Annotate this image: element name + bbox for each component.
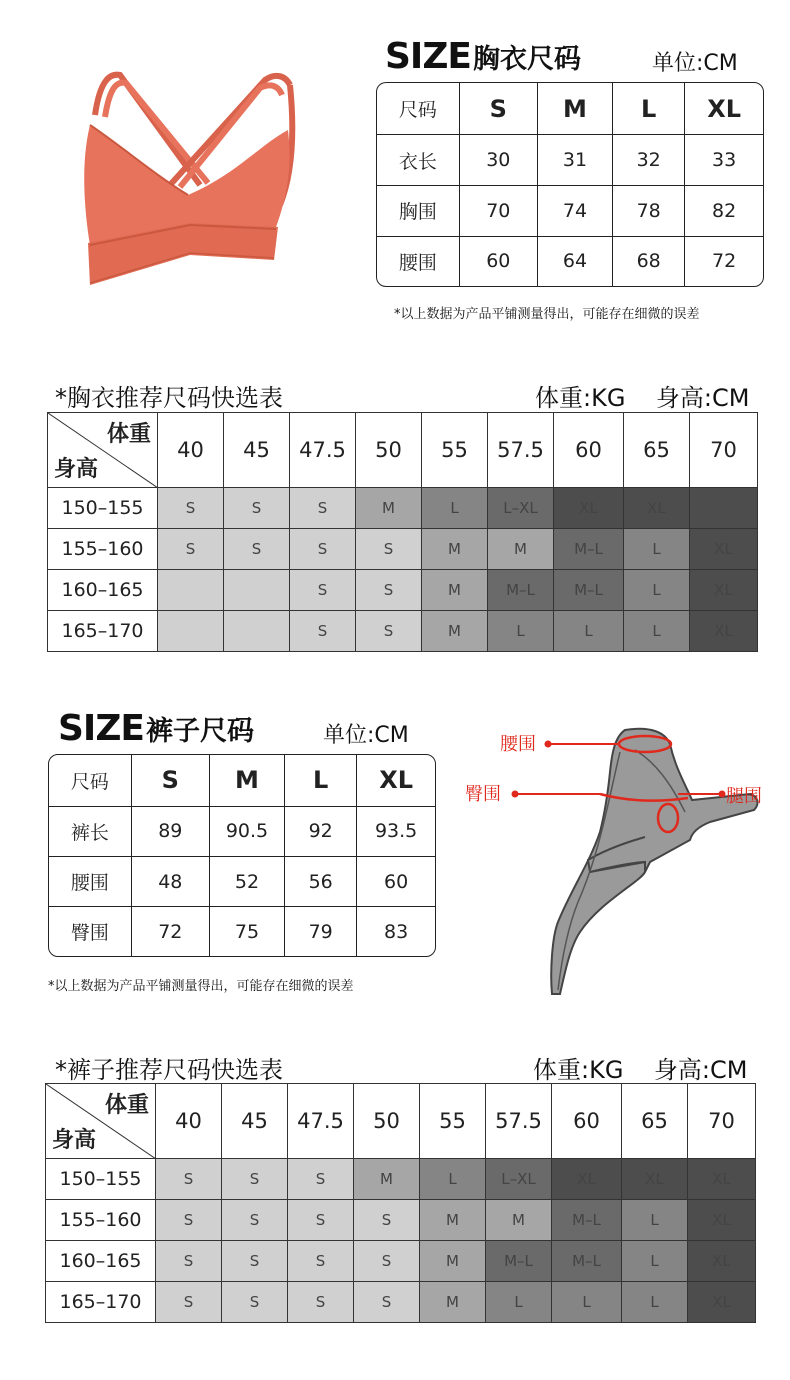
size-column-header: XL (357, 755, 435, 806)
size-recommendation-cell: XL (688, 1159, 756, 1200)
size-recommendation-cell: S (288, 1282, 354, 1323)
size-recommendation-cell: M (420, 1282, 486, 1323)
size-recommendation-cell (224, 570, 290, 611)
size-recommendation-cell: L (622, 1200, 688, 1241)
weight-header: 50 (356, 413, 422, 488)
measure-value: 64 (537, 236, 612, 286)
weight-header: 47.5 (288, 1084, 354, 1159)
measure-value: 83 (357, 907, 435, 956)
pants-size-unit: 单位:CM (323, 723, 409, 748)
height-axis-label: 身高 (52, 1128, 97, 1153)
size-recommendation-cell: S (290, 570, 356, 611)
size-recommendation-cell: XL (688, 1241, 756, 1282)
size-recommendation-cell: M (420, 1200, 486, 1241)
measure-value: 68 (613, 236, 685, 286)
grid-row (48, 611, 758, 652)
size-recommendation-cell: L (622, 1241, 688, 1282)
grid-corner (48, 413, 158, 488)
weight-header: 40 (158, 413, 224, 488)
size-recommendation-cell: L–XL (488, 488, 554, 529)
measure-value: 52 (209, 856, 284, 906)
weight-axis-label: 体重 (106, 422, 151, 447)
measure-value: 75 (209, 907, 284, 956)
measure-value: 33 (685, 135, 763, 186)
grid-corner (46, 1084, 156, 1159)
size-recommendation-cell: XL (622, 1159, 688, 1200)
weight-header: 57.5 (486, 1084, 552, 1159)
bra-reco-title: *胸衣推荐尺码快选表 (55, 384, 283, 412)
size-recommendation-cell: L (624, 611, 690, 652)
bra-size-title-cn: 胸衣尺码 (473, 44, 582, 75)
size-recommendation-cell: S (224, 488, 290, 529)
size-label-header: 尺码 (377, 83, 459, 135)
measure-value: 90.5 (209, 806, 284, 856)
grid-row (48, 529, 758, 570)
size-recommendation-cell: M (486, 1200, 552, 1241)
size-column-header: XL (685, 83, 763, 135)
measure-value: 93.5 (357, 806, 435, 856)
weight-header: 65 (622, 1084, 688, 1159)
size-recommendation-cell: XL (690, 611, 758, 652)
thigh-label: 腿围 (726, 786, 762, 807)
measure-name: 腰围 (377, 236, 459, 286)
height-header: 150–155 (46, 1159, 156, 1200)
size-recommendation-cell: S (288, 1159, 354, 1200)
weight-header: 45 (222, 1084, 288, 1159)
size-recommendation-cell: XL (690, 570, 758, 611)
bra-reco-units: 体重:KG 身高:CM (535, 384, 750, 412)
weight-header: 70 (690, 413, 758, 488)
size-recommendation-cell (158, 611, 224, 652)
size-recommendation-cell: XL (554, 488, 624, 529)
measure-value: 82 (685, 185, 763, 236)
size-column-header: L (613, 83, 685, 135)
size-recommendation-cell: L (422, 488, 488, 529)
size-recommendation-cell: M (422, 611, 488, 652)
size-recommendation-cell: M (488, 529, 554, 570)
measure-value: 60 (357, 856, 435, 906)
measure-value: 56 (285, 856, 357, 906)
size-recommendation-cell (224, 611, 290, 652)
size-recommendation-cell: S (156, 1200, 222, 1241)
size-table-header-row (377, 83, 763, 135)
bra-size-unit: 单位:CM (652, 51, 738, 76)
size-table-row (49, 806, 435, 856)
measure-value: 92 (285, 806, 357, 856)
weight-header: 45 (224, 413, 290, 488)
grid-row (46, 1282, 756, 1323)
size-recommendation-cell: S (288, 1241, 354, 1282)
size-recommendation-cell: L (486, 1282, 552, 1323)
weight-axis-label: 体重 (104, 1093, 149, 1118)
size-recommendation-cell: M (420, 1241, 486, 1282)
bra-size-title-en: SIZE (385, 36, 472, 77)
size-recommendation-cell: S (288, 1200, 354, 1241)
bra-size-title (385, 36, 581, 77)
size-column-header: M (537, 83, 612, 135)
size-table-row (49, 907, 435, 956)
grid-row (48, 488, 758, 529)
height-header: 150–155 (48, 488, 158, 529)
size-recommendation-cell: M–L (486, 1241, 552, 1282)
pants-reco-title: *裤子推荐尺码快选表 (55, 1056, 283, 1084)
pants-size-title-en: SIZE (58, 708, 145, 749)
size-recommendation-cell: S (354, 1200, 420, 1241)
size-recommendation-cell: XL (624, 488, 690, 529)
weight-header: 55 (422, 413, 488, 488)
size-recommendation-cell: S (290, 488, 356, 529)
size-recommendation-cell: M–L (552, 1200, 622, 1241)
measure-value: 72 (131, 907, 209, 956)
size-recommendation-cell: XL (688, 1282, 756, 1323)
size-table-row (377, 236, 763, 286)
size-recommendation-cell: S (222, 1200, 288, 1241)
size-recommendation-cell: M (422, 570, 488, 611)
size-recommendation-cell: S (222, 1159, 288, 1200)
height-axis-label: 身高 (54, 457, 99, 482)
pants-measure-diagram (460, 722, 780, 1002)
weight-header: 50 (354, 1084, 420, 1159)
size-recommendation-cell: L–XL (486, 1159, 552, 1200)
weight-header: 60 (552, 1084, 622, 1159)
height-header: 160–165 (48, 570, 158, 611)
size-recommendation-cell: M (422, 529, 488, 570)
size-recommendation-cell: M–L (552, 1241, 622, 1282)
pants-reco-units: 体重:KG 身高:CM (533, 1056, 748, 1084)
bra-reco-table (47, 412, 758, 652)
measure-value: 48 (131, 856, 209, 906)
height-header: 165–170 (48, 611, 158, 652)
size-column-header: M (209, 755, 284, 806)
size-recommendation-cell: S (356, 611, 422, 652)
size-recommendation-cell: L (624, 570, 690, 611)
measure-value: 31 (537, 135, 612, 186)
size-recommendation-cell: L (488, 611, 554, 652)
size-table-header-row (49, 755, 435, 806)
grid-row (46, 1241, 756, 1282)
size-recommendation-cell: S (222, 1241, 288, 1282)
size-recommendation-cell: S (354, 1241, 420, 1282)
weight-header: 65 (624, 413, 690, 488)
size-recommendation-cell: L (552, 1282, 622, 1323)
pants-size-note: *以上数据为产品平铺测量得出，可能存在细微的误差 (48, 979, 354, 994)
measure-name: 臀围 (49, 907, 131, 956)
size-recommendation-cell: M (354, 1159, 420, 1200)
measure-name: 裤长 (49, 806, 131, 856)
measure-name: 胸围 (377, 185, 459, 236)
weight-header: 70 (688, 1084, 756, 1159)
grid-row (46, 1159, 756, 1200)
size-column-header: S (131, 755, 209, 806)
size-recommendation-cell: S (290, 529, 356, 570)
height-header: 160–165 (46, 1241, 156, 1282)
measure-value: 70 (459, 185, 537, 236)
weight-header: 55 (420, 1084, 486, 1159)
height-header: 165–170 (46, 1282, 156, 1323)
height-header: 155–160 (46, 1200, 156, 1241)
size-recommendation-cell: M–L (554, 570, 624, 611)
weight-header: 47.5 (290, 413, 356, 488)
measure-value: 74 (537, 185, 612, 236)
size-recommendation-cell: M–L (554, 529, 624, 570)
size-recommendation-cell: S (354, 1282, 420, 1323)
size-recommendation-cell (158, 570, 224, 611)
size-table-row (377, 185, 763, 236)
measure-value: 60 (459, 236, 537, 286)
size-recommendation-cell: S (356, 570, 422, 611)
size-recommendation-cell: L (624, 529, 690, 570)
measure-value: 78 (613, 185, 685, 236)
measure-value: 79 (285, 907, 357, 956)
hip-label: 臀围 (465, 784, 501, 805)
size-recommendation-cell: L (554, 611, 624, 652)
height-header: 155–160 (48, 529, 158, 570)
size-recommendation-cell: L (622, 1282, 688, 1323)
size-recommendation-cell: S (158, 488, 224, 529)
size-recommendation-cell: XL (690, 529, 758, 570)
bra-product-image (60, 55, 310, 305)
size-recommendation-cell: S (222, 1282, 288, 1323)
measure-value: 89 (131, 806, 209, 856)
weight-header: 40 (156, 1084, 222, 1159)
size-recommendation-cell: M–L (488, 570, 554, 611)
size-recommendation-cell: S (290, 611, 356, 652)
size-table-row (49, 856, 435, 906)
pants-size-title (58, 708, 254, 749)
size-table-row (377, 135, 763, 186)
size-recommendation-cell: S (356, 529, 422, 570)
measure-value: 72 (685, 236, 763, 286)
size-recommendation-cell: XL (552, 1159, 622, 1200)
measure-name: 腰围 (49, 856, 131, 906)
size-recommendation-cell: S (158, 529, 224, 570)
size-recommendation-cell: XL (688, 1200, 756, 1241)
measure-name: 衣长 (377, 135, 459, 186)
size-recommendation-cell (690, 488, 758, 529)
bra-size-table (376, 82, 764, 287)
size-recommendation-cell: S (156, 1282, 222, 1323)
measure-value: 30 (459, 135, 537, 186)
waist-label: 腰围 (500, 734, 536, 755)
size-column-header: S (459, 83, 537, 135)
size-recommendation-cell: M (356, 488, 422, 529)
pants-reco-table (45, 1083, 756, 1323)
weight-header: 60 (554, 413, 624, 488)
size-recommendation-cell: L (420, 1159, 486, 1200)
pants-size-table (48, 754, 436, 957)
grid-row (46, 1200, 756, 1241)
pants-size-title-cn: 裤子尺码 (146, 716, 255, 747)
measure-value: 32 (613, 135, 685, 186)
size-column-header: L (285, 755, 357, 806)
size-label-header: 尺码 (49, 755, 131, 806)
size-recommendation-cell: S (156, 1159, 222, 1200)
size-recommendation-cell: S (156, 1241, 222, 1282)
bra-size-note: *以上数据为产品平铺测量得出，可能存在细微的误差 (394, 307, 700, 322)
weight-header: 57.5 (488, 413, 554, 488)
grid-row (48, 570, 758, 611)
size-recommendation-cell: S (224, 529, 290, 570)
